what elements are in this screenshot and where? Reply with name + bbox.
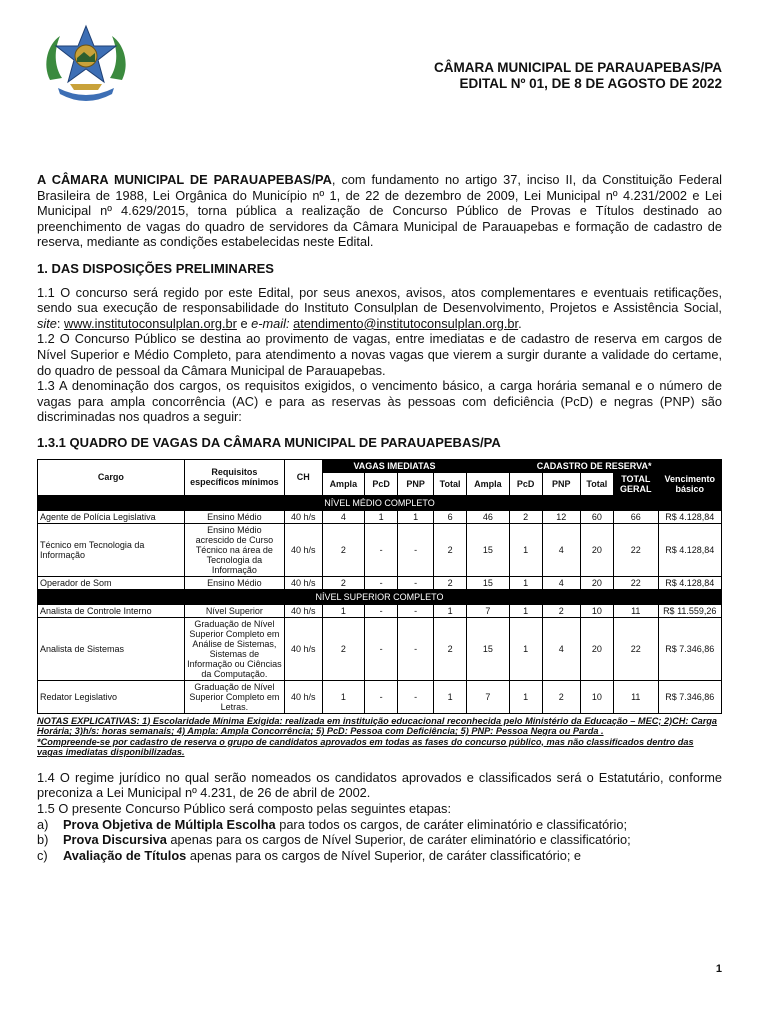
table-row: [38, 523, 722, 576]
cell-cargo: Analista de Sistemas: [38, 617, 185, 680]
table-title: 1.3.1 QUADRO DE VAGAS DA CÂMARA MUNICIPAL DE PARAUAPEBAS/PA: [37, 434, 501, 450]
cell-vt: 2: [433, 617, 466, 680]
paragraph-1-3: 1.3 A denominação dos cargos, os requisitos exigidos, o vencimento básico, a carga horária semanal e o número de vagas para ampla concorrência (AC) e para as reservas às pessoas com deficiência (PcD) e negras (PNP) são discriminadas nos quadros a seguir:: [37, 378, 722, 425]
document-body: [37, 172, 722, 863]
cell-venc: R$ 4.128,84: [658, 523, 721, 576]
cell-vpnp: -: [398, 604, 434, 617]
cell-vpnp: -: [398, 680, 434, 713]
header-ch: CH: [284, 459, 322, 495]
cell-ct: 60: [580, 510, 613, 523]
stage-title: Prova Discursiva: [63, 832, 167, 848]
header-ampla-cr: Ampla: [467, 472, 509, 495]
cell-ca: 15: [467, 576, 509, 589]
cell-ct: 10: [580, 604, 613, 617]
header-vencimento: Vencimento básico: [658, 472, 721, 495]
cell-venc: R$ 7.346,86: [658, 680, 721, 713]
stage-title: Avaliação de Títulos: [63, 847, 187, 863]
header-line-2: EDITAL Nº 01, DE 8 DE AGOSTO DE 2022: [459, 76, 722, 91]
cell-cpcd: 1: [509, 523, 542, 576]
table-header-row-1: [38, 459, 722, 472]
cell-vpcd: 1: [364, 510, 397, 523]
cell-ch: 40 h/s: [284, 604, 322, 617]
stage-marker: b): [37, 832, 49, 848]
band-nivel-medio: NÍVEL MÉDIO COMPLETO: [38, 495, 722, 510]
stage-description: apenas para os cargos de Nível Superior, de caráter eliminatório e classificatório;: [166, 832, 631, 848]
cell-ca: 7: [467, 604, 509, 617]
header-line-1: CÂMARA MUNICIPAL DE PARAUAPEBAS/PA: [433, 60, 722, 75]
header-pnp: PNP: [398, 472, 434, 495]
paragraph-1-5: 1.5 O presente Concurso Público será composto pelas seguintes etapas:: [37, 801, 452, 817]
cell-va: 2: [322, 523, 364, 576]
intro-lead: A CÂMARA MUNICIPAL DE PARAUAPEBAS/PA: [37, 172, 332, 187]
cell-vpcd: -: [364, 576, 397, 589]
cell-tg: 22: [614, 576, 658, 589]
cell-cpcd: 1: [509, 680, 542, 713]
cell-cpcd: 1: [509, 576, 542, 589]
cell-req: Nível Superior: [184, 604, 284, 617]
cell-cargo: Operador de Som: [38, 576, 185, 589]
cell-req: Graduação de Nível Superior Completo em Análise de Sistemas, Sistemas de Informação ou Ciências da Computação.: [184, 617, 284, 680]
paragraph-1-1: 1.1 O concurso será regido por este Edital, por seus anexos, avisos, atos complementares e eventuais retificações, sendo sua execução de responsabilidade do Instituto Consulplan de Desenvolvimento, Projetos e Assistência Social, site: www.institutoconsulplan.org.br e e-mail: atendimento@institutoconsulplan.org.br.: [37, 284, 722, 331]
cell-cpcd: 1: [509, 617, 542, 680]
cell-vt: 2: [433, 523, 466, 576]
cell-vpcd: -: [364, 523, 397, 576]
intro-paragraph: [37, 172, 722, 250]
cell-ch: 40 h/s: [284, 617, 322, 680]
stage-item: [37, 832, 722, 848]
cell-cpnp: 2: [542, 604, 580, 617]
cell-va: 1: [322, 604, 364, 617]
document-header: [434, 60, 722, 92]
cell-cpnp: 4: [542, 617, 580, 680]
paragraph-1-2: 1.2 O Concurso Público se destina ao provimento de vagas, entre imediatas e de cadastro de reserva em cargos de Nível Superior e Médio Completo, para atendimento a novas vagas que vierem a surgir durante a validade do certame, do quadro de pessoal da Câmara Municipal de Parauapebas.: [37, 331, 722, 378]
paragraph-1-4: 1.4 O regime jurídico no qual serão nomeados os candidatos aprovados e classificados será o Estatutário, conforme preconiza a Lei Municipal nº 4.231, de 26 de abril de 2002.: [37, 769, 722, 801]
stage-description: apenas para os cargos de Nível Superior, de caráter classificatório; e: [186, 847, 582, 863]
vacancy-table: [37, 459, 722, 714]
cell-ch: 40 h/s: [284, 510, 322, 523]
cell-vpnp: 1: [398, 510, 434, 523]
header-total-geral: TOTAL GERAL: [614, 472, 658, 495]
coat-of-arms-logo: [40, 22, 132, 108]
stage-marker: c): [37, 847, 48, 863]
cell-ch: 40 h/s: [284, 576, 322, 589]
cell-vt: 2: [433, 576, 466, 589]
cell-venc: R$ 7.346,86: [658, 617, 721, 680]
cell-va: 4: [322, 510, 364, 523]
cell-vt: 1: [433, 604, 466, 617]
table-row: [38, 576, 722, 589]
band-row-superior: [38, 589, 722, 604]
medio-rows: [38, 510, 722, 589]
cell-req: Ensino Médio: [184, 510, 284, 523]
cell-cpnp: 4: [542, 523, 580, 576]
cell-vpnp: -: [398, 617, 434, 680]
cell-venc: R$ 4.128,84: [658, 510, 721, 523]
cell-ct: 20: [580, 576, 613, 589]
page-number: 1: [715, 963, 722, 975]
cell-cargo: Técnico em Tecnologia da Informação: [38, 523, 185, 576]
table-row: [38, 604, 722, 617]
header-requisitos: Requisitos específicos mínimos: [184, 459, 284, 495]
header-ampla: Ampla: [322, 472, 364, 495]
note-2: *Compreende-se por cadastro de reserva o grupo de candidatos aprovados em todas as fases do concurso público, mas não classificados dentro das vagas imediatas disponibilizadas.: [37, 736, 694, 758]
cell-ct: 10: [580, 680, 613, 713]
cell-ch: 40 h/s: [284, 680, 322, 713]
cell-ca: 15: [467, 617, 509, 680]
stage-description: para todos os cargos, de caráter eliminatório e classificatório;: [275, 816, 628, 832]
site-link[interactable]: www.institutoconsulplan.org.br: [64, 315, 237, 331]
cell-vpcd: -: [364, 617, 397, 680]
cell-req: Ensino Médio acrescido de Curso Técnico na área de Tecnologia da Informação: [184, 523, 284, 576]
cell-vpnp: -: [398, 523, 434, 576]
cell-vt: 6: [433, 510, 466, 523]
cell-vpnp: -: [398, 576, 434, 589]
cell-cargo: Analista de Controle Interno: [38, 604, 185, 617]
intro-text: , com fundamento no artigo 37, inciso II, da Constituição Federal Brasileira de 1988, Lei Orgânica do Município nº 1, de 22 de dezembro de 2009, Lei Municipal nº 4.231/2002 e Lei Municipal nº 4.629/2015, torna pública a realização de Concurso Público de Provas e Títulos destinado ao preenchimento de vagas do quadro de servidores da Câmara Municipal de Parauapebas e formação de cadastro de reserva, mediante as condições estabelecidas neste Edital.: [37, 172, 722, 250]
cell-tg: 22: [614, 523, 658, 576]
cell-cargo: Redator Legislativo: [38, 680, 185, 713]
cell-cpnp: 12: [542, 510, 580, 523]
band-nivel-superior: NÍVEL SUPERIOR COMPLETO: [38, 589, 722, 604]
cell-tg: 11: [614, 604, 658, 617]
header-pcd-cr: PcD: [509, 472, 542, 495]
stage-item: [37, 848, 722, 864]
stage-title: Prova Objetiva de Múltipla Escolha: [63, 816, 276, 832]
cell-cpnp: 4: [542, 576, 580, 589]
cell-ca: 15: [467, 523, 509, 576]
cell-req: Ensino Médio: [184, 576, 284, 589]
cell-ca: 46: [467, 510, 509, 523]
header-total: Total: [433, 472, 466, 495]
cell-ct: 20: [580, 617, 613, 680]
cell-cpcd: 2: [509, 510, 542, 523]
cell-venc: R$ 11.559,26: [658, 604, 721, 617]
cell-ch: 40 h/s: [284, 523, 322, 576]
cell-ct: 20: [580, 523, 613, 576]
header-vagas-imediatas: VAGAS IMEDIATAS: [322, 459, 467, 472]
stage-marker: a): [37, 816, 49, 832]
cell-cargo: Agente de Polícia Legislativa: [38, 510, 185, 523]
email-link[interactable]: atendimento@institutoconsulplan.org.br: [293, 315, 519, 331]
cell-vpcd: -: [364, 604, 397, 617]
superior-rows: [38, 604, 722, 713]
table-row: [38, 510, 722, 523]
cell-tg: 22: [614, 617, 658, 680]
section-1-title: 1. DAS DISPOSIÇÕES PRELIMINARES: [37, 260, 274, 276]
note-1: NOTAS EXPLICATIVAS: 1) Escolaridade Mínima Exigida: realizada em instituição educacional reconhecida pelo Ministério da Educação – MEC; 2)CH: Carga Horária; 3)h/s: horas semanais; 4) Ampla: Ampla Concorrência; 5) PcD: Pessoa com Deficiência; 5) PNP: Pessoa Negra ou Parda .: [37, 715, 718, 737]
cell-cpnp: 2: [542, 680, 580, 713]
header-cadastro-reserva: CADASTRO DE RESERVA*: [467, 459, 722, 472]
cell-ca: 7: [467, 680, 509, 713]
header-pcd: PcD: [364, 472, 397, 495]
cell-tg: 66: [614, 510, 658, 523]
cell-vpcd: -: [364, 680, 397, 713]
band-row-medio: [38, 495, 722, 510]
table-row: [38, 617, 722, 680]
cell-va: 2: [322, 617, 364, 680]
cell-va: 2: [322, 576, 364, 589]
cell-vt: 1: [433, 680, 466, 713]
cell-venc: R$ 4.128,84: [658, 576, 721, 589]
cell-req: Graduação de Nível Superior Completo em Letras.: [184, 680, 284, 713]
header-pnp-cr: PNP: [542, 472, 580, 495]
header-cargo: Cargo: [38, 459, 185, 495]
cell-tg: 11: [614, 680, 658, 713]
header-total-cr: Total: [580, 472, 613, 495]
table-notes: [37, 716, 722, 758]
cell-va: 1: [322, 680, 364, 713]
stage-item: [37, 817, 722, 833]
stages-list: [37, 817, 722, 864]
table-row: [38, 680, 722, 713]
cell-cpcd: 1: [509, 604, 542, 617]
